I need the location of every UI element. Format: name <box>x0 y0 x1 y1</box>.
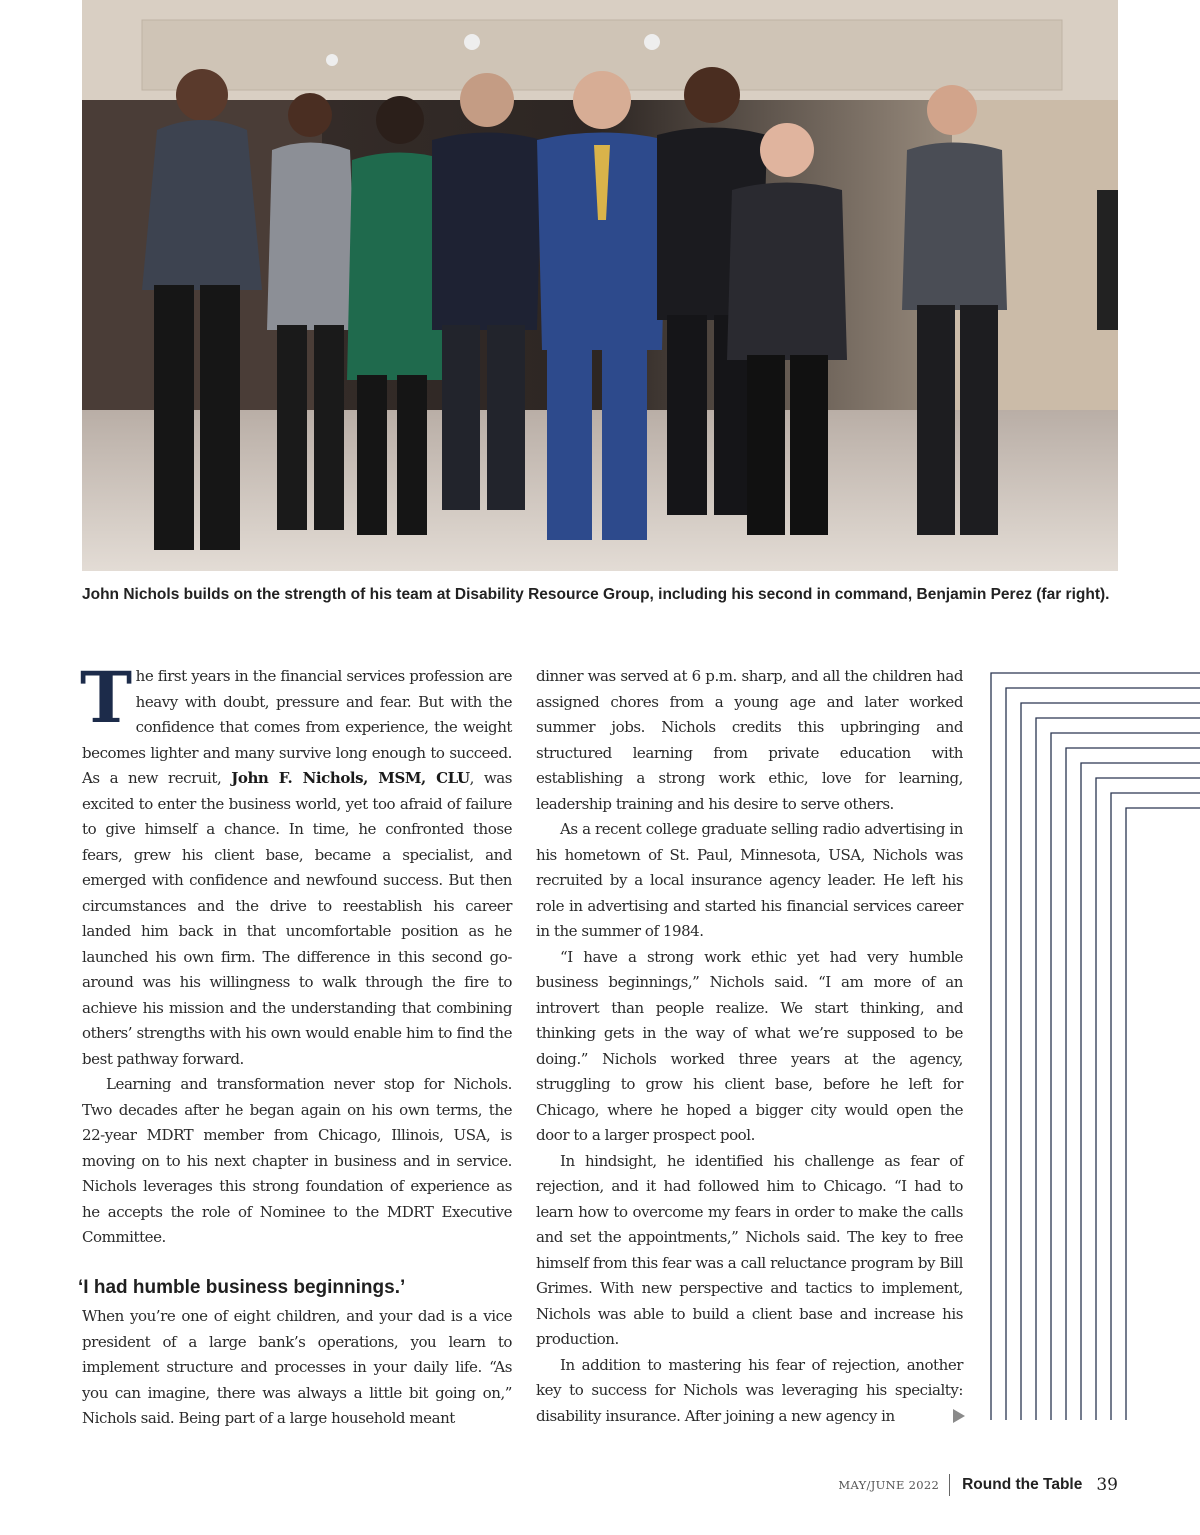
issue-date: MAY/JUNE 2022 <box>838 1478 940 1492</box>
page-number: 39 <box>1096 1475 1118 1495</box>
paragraph-2: Learning and transformation never stop for Nichols. Two decades after he began again on his own terms, the 22-year MDRT member from Chicago, Illinois, USA, is moving on to his next chapter in business and in service. Nichols leverages this strong foundation of experience as he accepts the role of Nominee to the MDRT Executive Committee. <box>82 1075 512 1246</box>
article-column-left <box>78 656 512 1432</box>
article-column-right <box>536 664 963 1429</box>
paragraph-8: In addition to mastering his fear of rejection, another key to success for Nichols was leveraging his specialty: disability insurance. After joining a new agency in <box>536 1355 963 1425</box>
intro-text-b: , was excited to enter the business world, yet too afraid of failure to give himself a chance. In time, he confronted those fears, grew his client base, became a specialist, and emerged with confidence and newfound success. But then circumstances and the drive to reestablish his career landed him back in that uncomfortable position as he launched his own firm. The difference in this second go-around was his willingness to walk through the fire to achieve his mission and the understanding that combining others’ strengths with his own would enable him to find the best pathway forward. <box>82 769 512 1068</box>
intro-text-a: he first years in the financial services profession are heavy with doubt, pressure and fear. But with the confidence that comes from experience, the weight becomes lighter and many survive long enough to succeed. As a new recruit, <box>82 667 512 787</box>
section-subhead: ‘I had humble business beginnings.’ <box>78 1276 406 1298</box>
paragraph-3: When you’re one of eight children, and your dad is a vice president of a large bank’s operations, you learn to implement structure and processes in your daily life. “As you can imagine, there was always a little bit going on,” Nichols said. Being part of a large household meant <box>82 1307 512 1427</box>
paragraph-6: “I have a strong work ethic yet had very humble business beginnings,” Nichols said. “I am more of an introvert than people realize. We start thinking, and thinking gets in the way of what we’re supposed to be doing.” Nichols worked three years at the agency, struggling to grow his client base, before he left for Chicago, where he hoped a bigger city would open the door to a larger prospect pool. <box>536 947 963 1144</box>
continue-arrow-icon <box>953 1409 965 1423</box>
subject-name: John F. Nichols, MSM, CLU <box>231 769 470 787</box>
photo-caption: John Nichols builds on the strength of his team at Disability Resource Group, including his second in command, Benjamin Perez (far right). <box>82 586 1110 603</box>
magazine-name: Round the Table <box>962 1476 1083 1493</box>
page-footer <box>838 1474 1118 1496</box>
team-photo-illustration <box>82 0 1118 571</box>
paragraph-intro <box>80 656 512 1072</box>
team-photo <box>82 0 1118 571</box>
paragraph-7: In hindsight, he identified his challenge as fear of rejection, and it had followed him to Chicago. “I had to learn how to overcome my fears in order to make the calls and set the appointments,” Nichols said. The key to free himself from this fear was a call reluctance program by Bill Grimes. With new perspective and tactics to implement, Nichols was able to build a client base and increase his production. <box>536 1151 963 1348</box>
drop-cap: T <box>80 656 132 739</box>
paragraph-5: As a recent college graduate selling radio advertising in his hometown of St. Paul, Minnesota, USA, Nichols was recruited by a local insurance agency leader. He left his role in advertising and started his financial services career in the summer of 1984. <box>536 820 963 940</box>
paragraph-4: dinner was served at 6 p.m. sharp, and all the children had assigned chores from a young age and later worked summer jobs. Nichols credits this upbringing and structured learning from private education with establishing a strong work ethic, love for learning, leadership training and his desire to serve others. <box>536 667 963 813</box>
decorative-lines <box>988 670 1200 1425</box>
footer-divider <box>949 1474 950 1496</box>
